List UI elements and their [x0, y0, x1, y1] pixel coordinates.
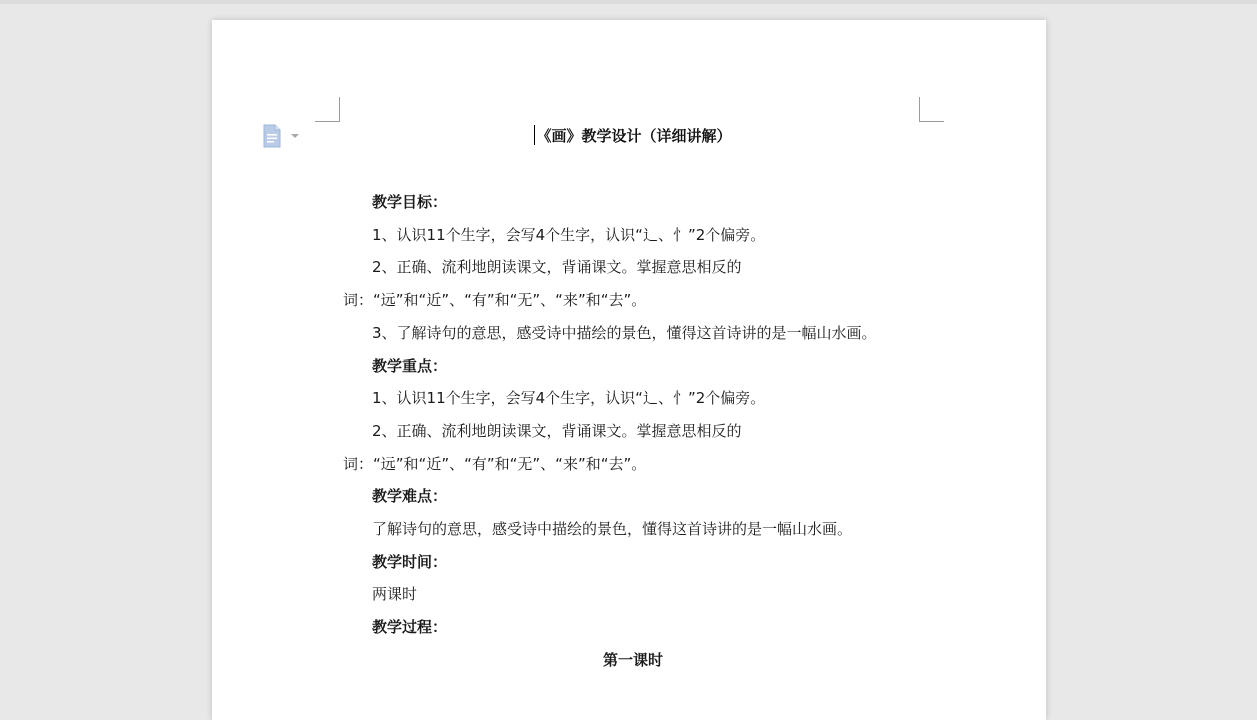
section-heading: 教学时间： — [372, 552, 448, 571]
section-heading: 教学目标： — [372, 193, 448, 211]
margin-corner-top-right — [919, 97, 944, 122]
document-body[interactable] — [343, 120, 923, 677]
window-top-strip — [0, 0, 1257, 4]
section-heading: 教学重点： — [372, 356, 448, 375]
section-heading: 教学过程： — [372, 618, 448, 637]
subsection-heading: 第一课时 — [602, 650, 663, 669]
document-page[interactable] — [212, 20, 1046, 720]
document-icon — [263, 124, 303, 148]
section-heading: 教学难点： — [372, 487, 448, 506]
body-paragraph: 1、认识11个生字，会写4个生字，认识“辶、忄”2个偏旁。 — [372, 225, 766, 244]
margin-corner-top-left — [315, 97, 340, 122]
body-paragraph: 2、正确、流利地朗读课文，背诵课文。掌握意思相反的词：“远”和“近”、“有”和“无”、“来”和“去”。 — [343, 258, 742, 310]
body-paragraph: 1、认识11个生字，会写4个生字，认识“辶、忄”2个偏旁。 — [372, 389, 766, 408]
body-paragraph: 两课时 — [372, 585, 418, 604]
blank-line — [343, 152, 923, 186]
body-paragraph: 了解诗句的意思，感受诗中描绘的景色，懂得这首诗讲的是一幅山水画。 — [372, 520, 853, 539]
paragraph-list — [343, 186, 923, 677]
document-title: 《画》教学设计（详细讲解） — [536, 127, 732, 145]
caret-down-icon — [291, 134, 299, 138]
paragraph-menu-button[interactable] — [263, 124, 303, 148]
document-title-line[interactable] — [343, 120, 923, 152]
body-paragraph: 2、正确、流利地朗读课文，背诵课文。掌握意思相反的词：“远”和“近”、“有”和“无”、“来”和“去”。 — [343, 421, 742, 473]
body-paragraph: 3、了解诗句的意思，感受诗中描绘的景色，懂得这首诗讲的是一幅山水画。 — [372, 323, 877, 342]
